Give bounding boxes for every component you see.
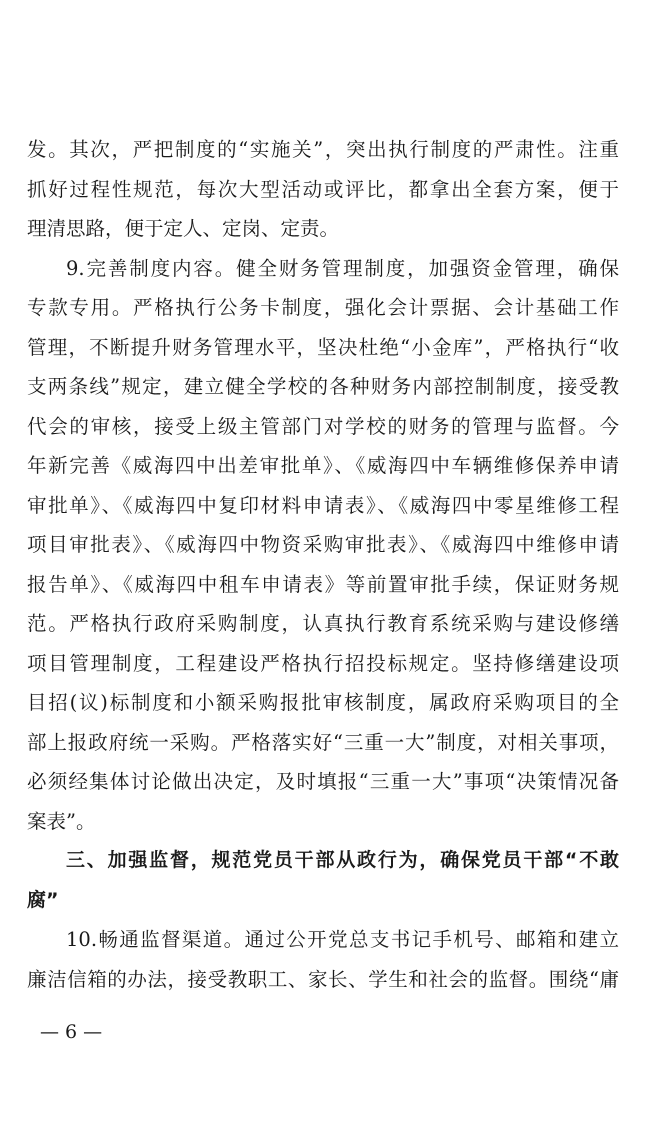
- text-line: 项目审批表》、《威海四中物资采购审批表》、《威海四中维修申请: [27, 533, 619, 556]
- section-heading-10: 10.畅通监督渠道。通过公开党总支书记手机号、邮箱和建立: [66, 928, 619, 951]
- text-line: 抓好过程性规范，每次大型活动或评比，都拿出全套方案，便于: [27, 177, 619, 201]
- text-line: 发。其次，严把制度的“实施关”，突出执行制度的严肃性。注重: [27, 138, 619, 161]
- text-line: 目招(议)标制度和小额采购报批审核制度，属政府采购项目的全: [27, 691, 619, 714]
- text-line: 案表”。: [27, 809, 96, 833]
- text-line: 报告单》、《威海四中租车申请表》等前置审批手续，保证财务规: [27, 572, 619, 596]
- text-line: 管理，不断提升财务管理水平，坚决杜绝“小金库”，严格执行“收: [27, 335, 619, 359]
- text-line: 部上报政府统一采购。严格落实好“三重一大”制度，对相关事项，: [27, 730, 619, 754]
- section-heading-3: 三、加强监督，规范党员干部从政行为，确保党员干部“不敢: [66, 849, 619, 871]
- text-line: 支两条线”规定，建立健全学校的各种财务内部控制制度，接受教: [27, 375, 619, 398]
- text-line: 专款专用。严格执行公务卡制度，强化会计票据、会计基础工作: [27, 296, 619, 319]
- text-line: 廉洁信箱的办法，接受教职工、家长、学生和社会的监督。围绕“庸: [27, 967, 619, 991]
- page-number: — 6 —: [40, 1021, 103, 1043]
- text-line: 理清思路，便于定人、定岗、定责。: [27, 217, 340, 240]
- text-line: 代会的审核，接受上级主管部门对学校的财务的管理与监督。今: [27, 414, 619, 438]
- text-line: 范。严格执行政府采购制度，认真执行教育系统采购与建设修缮: [27, 612, 619, 635]
- text-line: 项目管理制度，工程建设严格执行招投标规定。坚持修缮建设项: [27, 651, 619, 675]
- text-line: 审批单》、《威海四中复印材料申请表》、《威海四中零星维修工程: [27, 493, 619, 517]
- section-heading-9: 9.完善制度内容。健全财务管理制度，加强资金管理，确保: [66, 256, 619, 280]
- text-line: 年新完善《威海四中出差审批单》、《威海四中车辆维修保养申请: [27, 454, 619, 477]
- body-text: [27, 130, 619, 999]
- section-heading-3-cont: 腐”: [27, 888, 59, 911]
- text-line: 必须经集体讨论做出决定，及时填报“三重一大”事项“决策情况备: [27, 770, 619, 793]
